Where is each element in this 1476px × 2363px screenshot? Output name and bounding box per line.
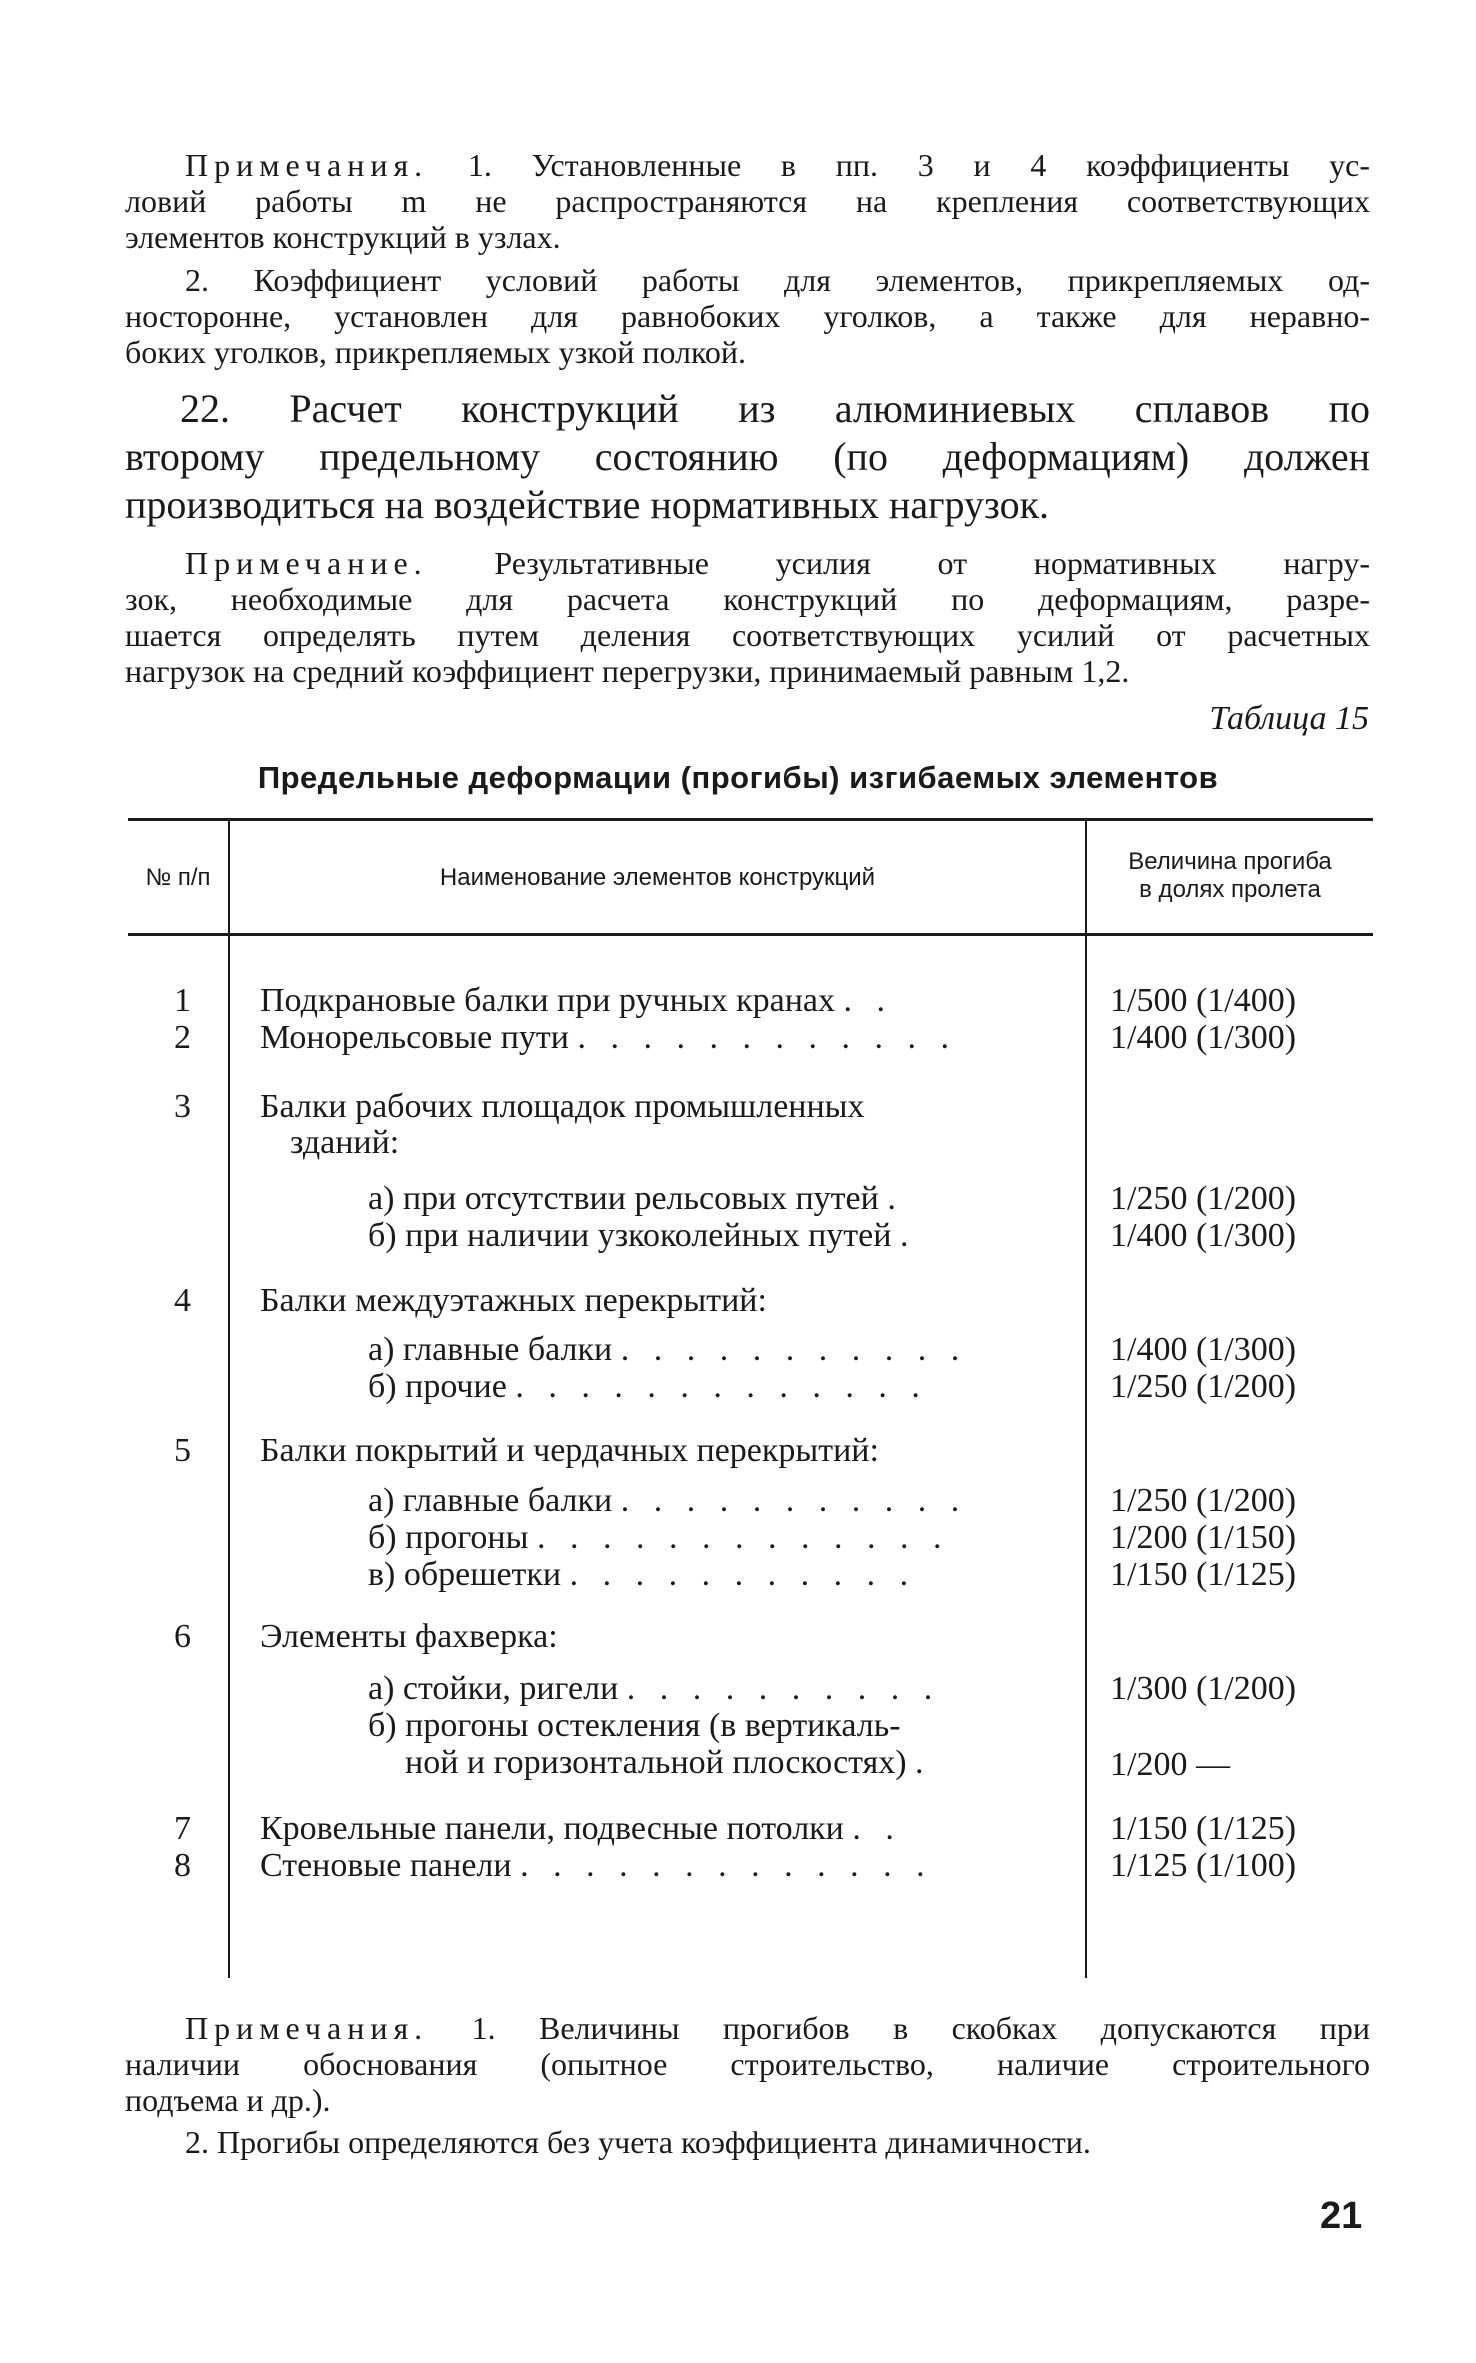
row-3a-name: а) при отсутствии рельсовых путей .	[368, 1180, 904, 1217]
note-22: Примечание. Результативные усилия от нормативных нагру- зок, необходимые для расчета конструкций по деформациям, разре- шается определять путем деления соответствующих усилий от расчетных нагрузок на средний коэффициент перегрузки, принимаемый равным 1,2.	[125, 545, 1370, 689]
notes-bottom-p1: Примечания. 1. Величины прогибов в скобках допускаются при наличии обоснования (опытное строительство, наличие строительного подъема и др.).	[125, 2010, 1370, 2118]
notes-top-p2: 2. Коэффициент условий работы для элементов, прикрепляемых од- носторонне, установлен для равнобоких уголков, а также для неравно- боких уголков, прикрепляемых узкой полкой.	[125, 262, 1370, 370]
section-22: 22. Расчет конструкций из алюминиевых сплавов по второму предельному состоянию (по деформациям) должен производиться на воздействие нормативных нагрузок.	[125, 386, 1370, 527]
row-3-name-cont: зданий:	[290, 1124, 400, 1161]
row-2-num: 2	[174, 1019, 191, 1056]
row-1-num: 1	[174, 982, 191, 1019]
row-6a-value: 1/300 (1/200)	[1110, 1670, 1297, 1707]
row-5c-name: в) обрешетки . . . . . . . . . . .	[368, 1556, 917, 1593]
row-4-num: 4	[174, 1282, 191, 1319]
header-value: Величина прогиба в долях пролета	[1128, 848, 1332, 903]
row-4b-value: 1/250 (1/200)	[1110, 1368, 1297, 1405]
row-2-value: 1/400 (1/300)	[1110, 1019, 1297, 1056]
row-5b-value: 1/200 (1/150)	[1110, 1519, 1297, 1556]
table-col-divider-1	[228, 818, 230, 1978]
row-7-value: 1/150 (1/125)	[1110, 1810, 1297, 1847]
row-3-name: Балки рабочих площадок промышленных	[260, 1088, 865, 1125]
notes-bottom-p2: 2. Прогибы определяются без учета коэффициента динамичности.	[185, 2124, 1091, 2160]
row-6b-value: 1/200 —	[1110, 1746, 1230, 1783]
row-1-name: Подкрановые балки при ручных кранах . .	[260, 982, 894, 1019]
row-5c-value: 1/150 (1/125)	[1110, 1556, 1297, 1593]
row-6b-name-cont: ной и горизонтальной плоскостях) .	[405, 1744, 932, 1781]
row-4b-name: б) прочие . . . . . . . . . . . . .	[368, 1368, 928, 1405]
row-8-value: 1/125 (1/100)	[1110, 1847, 1297, 1884]
table-col-divider-2	[1085, 818, 1087, 1978]
row-4a-value: 1/400 (1/300)	[1110, 1331, 1297, 1368]
row-6b-name: б) прогоны остекления (в вертикаль-	[368, 1707, 901, 1744]
page-number: 21	[1320, 2195, 1363, 2237]
row-5a-name: а) главные балки . . . . . . . . . . .	[368, 1482, 968, 1519]
table-label: Таблица 15	[1209, 700, 1369, 737]
row-4-name: Балки междуэтажных перекрытий:	[260, 1282, 767, 1319]
row-5-name: Балки покрытий и чердачных перекрытий:	[260, 1432, 879, 1469]
header-name: Наименование элементов конструкций	[439, 864, 876, 891]
table-header-rule	[128, 933, 1373, 936]
notes-top-p1: Примечания. 1. Установленные в пп. 3 и 4 коэффициенты ус- ловий работы m не распространяются на крепления соответствующих элементов конструкций в узлах.	[125, 147, 1370, 255]
row-8-num: 8	[174, 1847, 191, 1884]
row-3b-name: б) при наличии узкоколейных путей .	[368, 1217, 917, 1254]
row-7-num: 7	[174, 1810, 191, 1847]
notes-lead: Примечания.	[185, 147, 429, 183]
row-6-name: Элементы фахверка:	[260, 1618, 558, 1655]
row-6a-name: а) стойки, ригели . . . . . . . . . .	[368, 1670, 941, 1707]
row-3a-value: 1/250 (1/200)	[1110, 1180, 1297, 1217]
row-5b-name: б) прогоны . . . . . . . . . . . . .	[368, 1519, 950, 1556]
row-6-num: 6	[174, 1618, 191, 1655]
row-2-name: Монорельсовые пути . . . . . . . . . . . .	[260, 1019, 957, 1056]
table-title: Предельные деформации (прогибы) изгибаемых элементов	[257, 760, 1219, 795]
row-5a-value: 1/250 (1/200)	[1110, 1482, 1297, 1519]
row-1-value: 1/500 (1/400)	[1110, 982, 1297, 1019]
row-7-name: Кровельные панели, подвесные потолки . .	[260, 1810, 902, 1847]
row-3-num: 3	[174, 1088, 191, 1125]
row-5-num: 5	[174, 1432, 191, 1469]
header-num: № п/п	[145, 864, 211, 891]
row-3b-value: 1/400 (1/300)	[1110, 1217, 1297, 1254]
table-top-rule	[128, 818, 1373, 821]
row-8-name: Стеновые панели . . . . . . . . . . . . .	[260, 1847, 933, 1884]
row-4a-name: а) главные балки . . . . . . . . . . .	[368, 1331, 968, 1368]
